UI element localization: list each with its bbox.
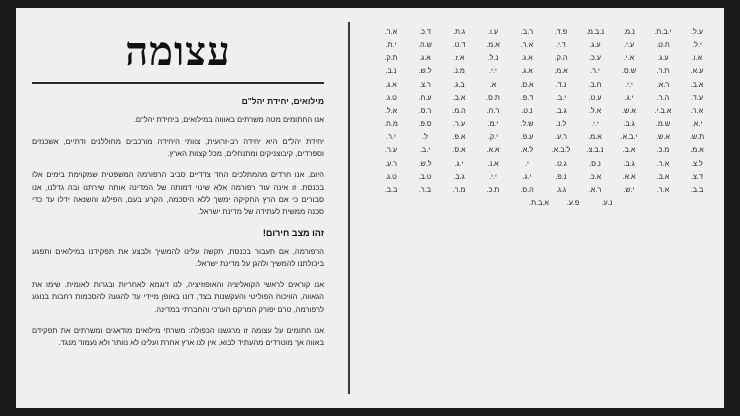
- signature-cell: א.ר.: [690, 105, 704, 115]
- signature-cell: ג.ב.: [453, 171, 465, 181]
- signature-cell: נ.ט.: [521, 105, 533, 115]
- signature-cell: א.א.: [486, 145, 500, 155]
- signature-cell: י.י.: [625, 79, 633, 89]
- signature-cell: א.ל.: [588, 105, 602, 115]
- signature-cell: א.פ.: [452, 132, 466, 142]
- signature-cell: נ.מ.: [623, 27, 635, 36]
- signature-cell: י.א.: [691, 119, 703, 129]
- signature-cell: ה.ס.: [520, 184, 534, 194]
- signatures-panel: [352, 8, 724, 408]
- signature-cell: א.מ.: [554, 66, 568, 76]
- signature-cell: י.ר.: [386, 132, 396, 142]
- signature-cell: ג.ת.: [453, 27, 465, 36]
- signature-cell: ה.ק.: [554, 53, 568, 63]
- signature-cell: ר.ע.: [554, 132, 568, 142]
- signature-cell: ד.כ.: [419, 27, 431, 36]
- signature-cell: מ.נ.: [453, 66, 465, 76]
- signature-cell: ל.צ.: [691, 158, 703, 168]
- signature-cell: א.ג.: [385, 79, 397, 89]
- signature-cell: ר.ח.: [486, 105, 500, 115]
- signature-cell: י.ת.: [385, 40, 397, 50]
- signature-cell: ל.: [422, 132, 428, 142]
- signature-row: [366, 65, 714, 76]
- signature-cell: נ.ב.: [385, 66, 397, 76]
- signature-cell: ר.ב.: [520, 27, 534, 36]
- signature-cell: א.ו.: [691, 53, 703, 63]
- signature-cell: ס.פ.: [418, 119, 432, 129]
- signature-cell: ב.ב.: [384, 184, 398, 194]
- signature-cell: ש.מ.: [655, 119, 671, 129]
- signature-cell: ג.ב.: [555, 105, 567, 115]
- paragraph-4: הרפורמה, אם תעבור בכנסת, תקשה עלינו להמשיך ולבצע את תפקידנו במילואים ותפגע ביכולתנו להמשיך ולהגן על מדינת ישראל.: [32, 246, 324, 268]
- signature-cell: א.ר.: [656, 158, 670, 168]
- signature-cell: א.ס.: [520, 79, 534, 89]
- signature-row: [366, 184, 714, 195]
- signature-row: [366, 131, 714, 142]
- signature-cell: ע.ג.: [589, 40, 601, 50]
- signature-cell: ע.ר.: [384, 145, 398, 155]
- signature-cell: ע.ד.: [690, 92, 704, 102]
- signature-row: [366, 39, 714, 50]
- signature-row: [366, 26, 714, 37]
- signature-cell: ל.ש.: [418, 66, 432, 76]
- signature-cell: א.ג.: [521, 53, 533, 63]
- signature-cell: ע.פ.: [520, 132, 534, 142]
- signature-cell: ח.ב.: [588, 79, 602, 89]
- signature-cell: נ.ב.צ.: [586, 145, 604, 155]
- signature-cell: א.נ.: [487, 158, 499, 168]
- signature-cell: י.י.: [489, 171, 497, 181]
- signature-cell: ג.ב.: [623, 158, 635, 168]
- emergency-callout: זהו מצב חירום!: [262, 227, 324, 238]
- signature-cell: ת.ר.: [656, 66, 670, 76]
- signature-cell: ע.ו.: [487, 27, 499, 36]
- signature-cell: א.א.: [622, 171, 636, 181]
- paragraph-5: אנו קוראים לראשי הקואליציה והאופוזיציה, לנו דוגמא לאחריות ובגרות לאומית. שימו את הגאווה, הוויכוח הפוליטי והעקשנות בצד, דונו באופן מיידי עד להגעה להסכמות רחבות בנוגע לרפורמה, טרם יפורק המרקם הערכי והחברתי במדינה.: [32, 280, 324, 314]
- signature-cell: י.ב.: [555, 92, 567, 102]
- paragraph-3: היום, אנו חרדים מהמתלכים החד צדדיים סביב הרפורמה המשפטית שמקוימת בימים אלו בכנסת. זו אינה עוד רפורמה אלא שינוי דמותה של המדינה אותה שירתנו ובה גדלנו, אנו סבורים כי אם הרץ החקיקה ימשך ללא היסכמה, הקרע בעם, הפילוג והשנאה ידלו עד כדי סכנה ממשית לעתידה של מדינת ישראל.: [32, 170, 324, 217]
- signature-cell: י.ל.: [692, 40, 702, 50]
- signature-cell: ט.ג.: [385, 171, 397, 181]
- signature-cell: א.ש.: [656, 132, 670, 142]
- signature-cell: ג.ט.: [555, 158, 567, 168]
- petition-document: [16, 8, 724, 408]
- signature-cell: נ.ל.: [487, 53, 499, 63]
- signature-cell: ד.ט.: [452, 40, 466, 50]
- signature-cell: ב.ב.: [690, 184, 704, 194]
- signature-cell: ד.פ.: [520, 92, 534, 102]
- signature-row: [366, 144, 714, 155]
- signature-cell: י.ג.: [624, 92, 634, 102]
- signature-cell: א.מ.: [486, 40, 500, 50]
- signature-row: [366, 52, 714, 63]
- signature-row: [366, 171, 714, 182]
- signature-cell: ל.ש.: [418, 158, 432, 168]
- paragraph-2: יחידת יהל"ם היא יחידה רב-זרועית, צוותי היחידה מורכבים מחוללנים ודתיים, אשכנזים וספרדים, קיבוצניקים ומתנחלים, מכל קצוות הארץ.: [32, 136, 324, 159]
- signature-cell: ת.ק.: [384, 53, 398, 63]
- signature-row: [366, 158, 714, 169]
- signature-cell: א.ש.: [622, 105, 636, 115]
- signature-cell: פ.ע.: [566, 198, 580, 208]
- signature-cell: ט.ב.: [418, 171, 432, 181]
- signature-cell: א.מ.: [588, 132, 602, 142]
- signature-cell: ח.ט.: [656, 40, 670, 50]
- signature-cell: י.ק.: [487, 132, 499, 142]
- signature-cell: י.ב.א.: [620, 132, 638, 142]
- signature-cell: מ.כ.: [656, 145, 670, 155]
- signature-cell: ע.א.: [690, 66, 704, 76]
- signature-cell: ל.ב.א.: [551, 145, 571, 155]
- signature-cell: ת.ש.: [689, 132, 705, 142]
- signature-cell: ש.ל.: [520, 119, 534, 129]
- signature-cell: י.י.: [591, 119, 599, 129]
- signature-cell: נ.ע.: [601, 198, 613, 208]
- signature-cell: ד.י.: [556, 40, 566, 50]
- signature-cell: נ.פ.: [555, 171, 567, 181]
- signature-cell: ה.מ.: [452, 105, 466, 115]
- page-title: עצומה: [125, 29, 231, 74]
- signature-cell: א.ז.: [453, 53, 465, 63]
- signature-cell: י.ב.: [419, 145, 431, 155]
- signature-cell: י.ג.: [522, 171, 532, 181]
- signature-cell: ש.ה.: [418, 40, 432, 50]
- paragraph-6: אנו חתומים על עצומה זו מרגשנו הכפולה: משרתי מילואים מודאגים ומשרתים את תפקידם באווה אך מוטרדים מהעתיד לבוא. אין לנו ארץ אחרת ועלינו לא נוותר ולא נעמוד מנגד.: [32, 326, 324, 348]
- signature-cell: י.ש.: [623, 184, 635, 194]
- signature-cell: נ.ב.מ.: [585, 27, 605, 36]
- text-panel: [16, 8, 346, 408]
- signature-cell: ר.א.: [588, 184, 602, 194]
- signature-cell: ד.צ.: [691, 171, 703, 181]
- signature-cell: א.ר.: [384, 27, 398, 36]
- signature-cell: א.ג.: [419, 53, 431, 63]
- signature-cell: ת.ס.: [486, 92, 500, 102]
- signature-cell: א.ג.: [521, 66, 533, 76]
- signature-cell: ע.כ.: [589, 53, 601, 63]
- signature-cell: ל.א.: [520, 145, 534, 155]
- signature-cell: י.י.: [489, 66, 497, 76]
- signature-cell: מ.ר.: [452, 184, 466, 194]
- signature-cell: א.: [489, 79, 497, 89]
- signature-cell: י.ר.: [590, 66, 600, 76]
- signature-row: [366, 118, 714, 129]
- signature-row-last: [366, 197, 714, 208]
- signature-cell: א.ב.ת.: [529, 198, 549, 208]
- signature-cell: ע.ר.: [452, 119, 466, 129]
- signature-row: [366, 105, 714, 116]
- signature-cell: א.י.: [623, 53, 635, 63]
- signature-cell: ג.ב.: [623, 119, 635, 129]
- subtitle: מילואים, יחידת יהל"ם: [241, 96, 324, 106]
- signature-cell: ב.ג.: [453, 79, 465, 89]
- signature-cell: ר.ס.: [418, 105, 432, 115]
- signature-cell: ג.ג.: [555, 184, 567, 194]
- signature-cell: ר.צ.: [419, 79, 431, 89]
- signature-cell: ע.ג.: [657, 53, 669, 63]
- signature-cell: ע.ח.: [418, 92, 432, 102]
- signature-cell: י.מ.: [487, 119, 499, 129]
- signature-cell: נ.ד.: [555, 79, 567, 89]
- signature-cell: א.ב.י.: [654, 105, 672, 115]
- signature-cell: מ.ח.: [384, 119, 398, 129]
- signature-cell: פ.ד.: [554, 27, 568, 36]
- signature-cell: ל.נ.: [555, 119, 567, 129]
- signature-cell: ר.א.: [656, 79, 670, 89]
- signature-cell: י.ג.: [454, 158, 464, 168]
- vertical-divider: [348, 22, 350, 394]
- signature-cell: א.ר.: [520, 40, 534, 50]
- signature-cell: א.ב.: [690, 79, 704, 89]
- signature-cell: נ.ס.: [589, 158, 601, 168]
- signature-cell: ה.ר.: [656, 92, 670, 102]
- signature-cell: ע.ל.: [691, 27, 703, 36]
- signature-cell: י.ב.ת.: [654, 27, 672, 36]
- signature-cell: ש.ס.: [622, 66, 636, 76]
- signature-cell: ב.ר.: [418, 184, 432, 194]
- title-divider: [32, 82, 324, 84]
- signature-cell: ט.ג.: [385, 92, 397, 102]
- signature-cell: א.מ.: [690, 145, 704, 155]
- signature-cell: א.ל.: [384, 105, 398, 115]
- signature-cell: ע.ט.: [588, 92, 602, 102]
- signature-cell: ע.י.: [623, 40, 635, 50]
- signature-cell: ת.כ.: [486, 184, 500, 194]
- signature-row: [366, 92, 714, 103]
- signature-row: [366, 79, 714, 90]
- signature-cell: א.ס.: [452, 145, 466, 155]
- paragraph-1: אנו החתומים מטה משרתים באוווה במילואים, ביחידת יהל"ם.: [133, 115, 324, 125]
- signature-cell: ר.ע.: [384, 158, 398, 168]
- signature-cell: י.: [525, 158, 529, 168]
- signature-cell: א.כ.: [588, 171, 602, 181]
- signature-cell: א.ב.: [452, 92, 466, 102]
- signature-cell: א.ב.: [656, 171, 670, 181]
- signature-cell: א.ר.: [656, 184, 670, 194]
- signature-cell: א.ב.: [622, 145, 636, 155]
